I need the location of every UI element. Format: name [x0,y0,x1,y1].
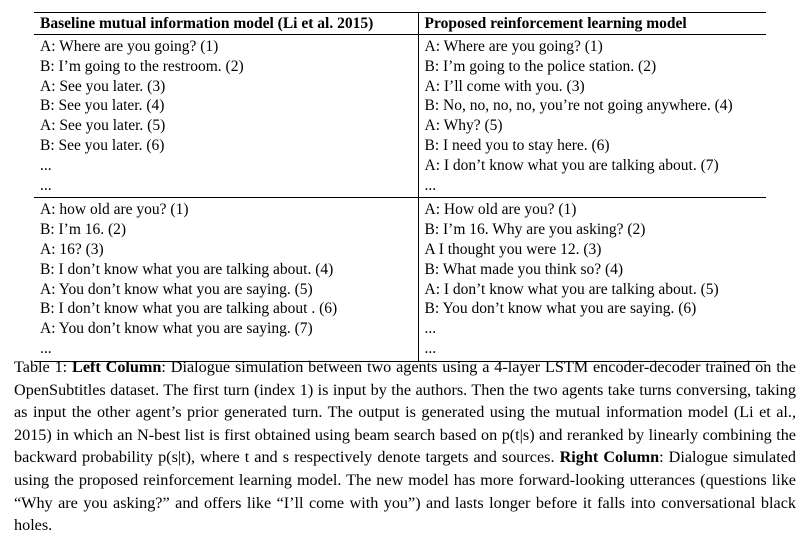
dialogue-line: ... [40,156,52,174]
header-proposed-model: Proposed reinforcement learning model [418,13,766,35]
dialogue-line: A: How old are you? (1) [424,201,577,219]
dialogue-line: ... [424,176,437,194]
table-caption [14,356,796,537]
dialogue-line: A: I don’t know what you are talking about. (7) [424,156,719,174]
baseline-dialogue-1 [34,35,418,198]
proposed-dialogue-2 [418,198,766,361]
dialogue-line: B: I’m going to the police station. (2) [424,57,657,75]
caption-right-text: : Dialogue simulated using the proposed reinforcement learning model. The new model has more forward-looking utterances (questions like “Why are you asking?” and offers like “I’ll come with you”) and lasts longer before it falls into conversational black holes. [14,448,796,535]
dialogue-comparison-table [34,12,766,362]
proposed-dialogue-1 [418,35,766,198]
dialogue-line: B: I’m going to the restroom. (2) [40,57,244,75]
dialogue-line: A I thought you were 12. (3) [424,240,602,258]
dialogue-line: B: I’m 16. (2) [40,221,127,239]
dialogue-line: B: You don’t know what you are saying. (6) [424,300,697,318]
header-baseline-model: Baseline mutual information model (Li et al. 2015) [34,13,418,35]
dialogue-line: A: how old are you? (1) [40,201,189,219]
caption-left-text: : Dialogue simulation between two agents using a 4-layer LSTM encoder-decoder trained on the OpenSubtitles dataset. The first turn (index 1) is input by the authors. Then the two agents take turns conversing, taking as input the other agent’s prior generated turn. The output is generated using the mutual information model (Li et al., 2015) in which an N-best list is first obtained using beam search based on p(t|s) and reranked by linearly combining the backward probability p(s|t), where t and s respectively denote targets and sources. [14,358,796,467]
dialogue-line: A: Where are you going? (1) [424,38,603,55]
dialogue-line: B: No, no, no, no, you’re not going anywhere. (4) [424,97,733,115]
results-table [34,12,766,362]
dialogue-line: ... [40,176,52,194]
dialogue-line: B: I don’t know what you are talking about . (6) [40,300,338,318]
caption-right-title: Right Column [559,448,660,467]
dialogue-block-1 [34,35,766,198]
dialogue-line: A: Why? (5) [424,117,503,135]
dialogue-line: B: I don’t know what you are talking about. (4) [40,260,334,278]
dialogue-line: A: See you later. (3) [40,77,166,95]
dialogue-line: ... [424,320,437,338]
dialogue-block-2 [34,198,766,361]
dialogue-line: A: Where are you going? (1) [40,38,219,55]
dialogue-line: B: I’m 16. Why are you asking? (2) [424,221,646,239]
table-header-row [34,13,766,35]
dialogue-line: A: 16? (3) [40,240,104,258]
caption-text [14,356,796,537]
dialogue-line: ... [424,339,437,357]
dialogue-line: B: I need you to stay here. (6) [424,136,610,154]
dialogue-line: B: See you later. (6) [40,136,165,154]
dialogue-line: A: You don’t know what you are saying. (7) [40,320,313,338]
dialogue-line: A: I don’t know what you are talking about. (5) [424,280,719,298]
caption-label: Table 1: [14,358,73,376]
dialogue-line: B: See you later. (4) [40,97,165,115]
dialogue-line: A: See you later. (5) [40,117,166,135]
dialogue-line: A: You don’t know what you are saying. (5) [40,280,313,298]
dialogue-line: ... [40,339,52,357]
baseline-dialogue-2 [34,198,418,361]
caption-left-title: Left Column [72,358,162,376]
dialogue-line: A: I’ll come with you. (3) [424,77,585,95]
dialogue-line: B: What made you think so? (4) [424,260,624,278]
